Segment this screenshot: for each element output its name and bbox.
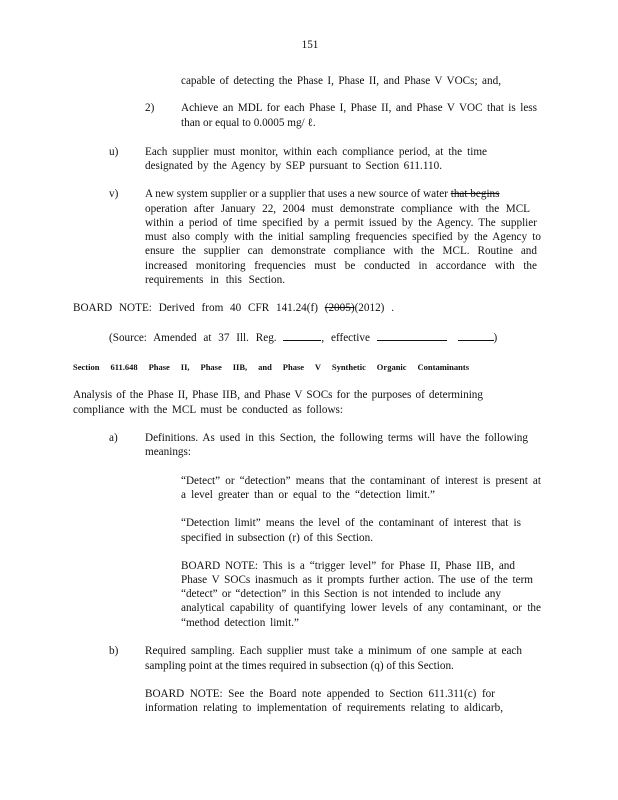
section-title: Phase II, Phase IIB, and Phase V Synthetic Organic Contaminants — [148, 362, 470, 372]
source-text: (Source: Amended at 37 Ill. Reg. — [109, 332, 277, 344]
board-note — [73, 301, 394, 315]
definition-detect: a level greater than or equal to the “detection limit.” — [181, 489, 435, 501]
item-v-line: within a period of time specified by a permit issued by the Agency. The supplier — [145, 217, 537, 229]
section-word: Section — [73, 362, 100, 372]
definition-detection-limit: specified in subsection (r) of this Section. — [181, 532, 373, 544]
deleted-text: that begins — [450, 188, 500, 200]
subsection-2-line: Achieve an MDL for each Phase I, Phase II, and Phase V VOC that is less — [181, 102, 537, 114]
item-a-line: meanings: — [145, 446, 191, 458]
item-v-text: A new system supplier or a supplier that uses a new source of water — [145, 188, 448, 200]
item-v-label: v) — [109, 188, 119, 200]
item-v-line: ensure the supplier can demonstrate compliance with the MCL. Routine and — [145, 245, 537, 257]
definition-detect: “Detect” or “detection” means that the contaminant of interest is present at — [181, 475, 541, 487]
item-v-line: requirements in this Section. — [145, 274, 286, 286]
date-blank — [458, 330, 494, 341]
item-u-label: u) — [109, 146, 119, 158]
item-v-line: increased monitoring frequencies must be conducted in accordance with the — [145, 260, 537, 272]
subsection-1-continuation: capable of detecting the Phase I, Phase II, and Phase V VOCs; and, — [181, 75, 501, 87]
board-note: analytical capability of quantifying lower levels of any contaminant, or the — [181, 602, 541, 614]
item-v-line: must also comply with the initial sampling frequencies specified by the Agency to — [145, 231, 541, 243]
subsection-2-line: than or equal to 0.0005 mg/ ℓ. — [181, 117, 316, 129]
item-u-line: designated by the Agency by SEP pursuant to Section 611.110. — [145, 160, 442, 172]
board-note: BOARD NOTE: This is a “trigger level” for Phase II, Phase IIB, and — [181, 560, 515, 572]
definition-detection-limit: “Detection limit” means the level of the contaminant of interest that is — [181, 517, 521, 529]
board-note-text: BOARD NOTE: Derived from 40 CFR 141.24(f) — [73, 302, 318, 314]
board-note: Phase V SOCs inasmuch as it prompts further action. The use of the term — [181, 574, 533, 586]
board-note: “method detection limit.” — [181, 617, 299, 629]
item-v-line — [145, 187, 537, 201]
source-effective: , effective — [321, 332, 370, 344]
register-blank — [283, 330, 321, 341]
source-note — [109, 330, 497, 345]
item-b-label: b) — [109, 645, 119, 657]
intro-line: Analysis of the Phase II, Phase IIB, and Phase V SOCs for the purposes of determining — [73, 389, 483, 401]
board-note-suffix: . — [391, 302, 394, 314]
intro-line: compliance with the MCL must be conducted as follows: — [73, 404, 343, 416]
section-heading — [73, 360, 469, 374]
item-a-label: a) — [109, 432, 118, 444]
item-b-line: sampling point at the times required in subsection (q) of this Section. — [145, 660, 454, 672]
page-number: 151 — [301, 39, 319, 51]
date-blank — [377, 330, 447, 341]
section-number: 611.648 — [110, 362, 138, 372]
item-a-line: Definitions. As used in this Section, the following terms will have the following — [145, 432, 528, 444]
item-v-line: operation after January 22, 2004 must demonstrate compliance with the MCL — [145, 203, 530, 215]
board-note: information relating to implementation of requirements relating to aldicarb, — [145, 702, 503, 714]
item-b-line: Required sampling. Each supplier must take a minimum of one sample at each — [145, 645, 522, 657]
board-note: BOARD NOTE: See the Board note appended to Section 611.311(c) for — [145, 688, 495, 700]
subsection-2-label: 2) — [145, 102, 155, 114]
board-note: “detect” or “detection” in this Section is not intended to include any — [181, 588, 501, 600]
deleted-text: (2005) — [324, 302, 355, 314]
added-text: (2012) — [354, 302, 385, 314]
item-u-line: Each supplier must monitor, within each compliance period, at the time — [145, 146, 487, 158]
source-close: ) — [493, 332, 498, 344]
